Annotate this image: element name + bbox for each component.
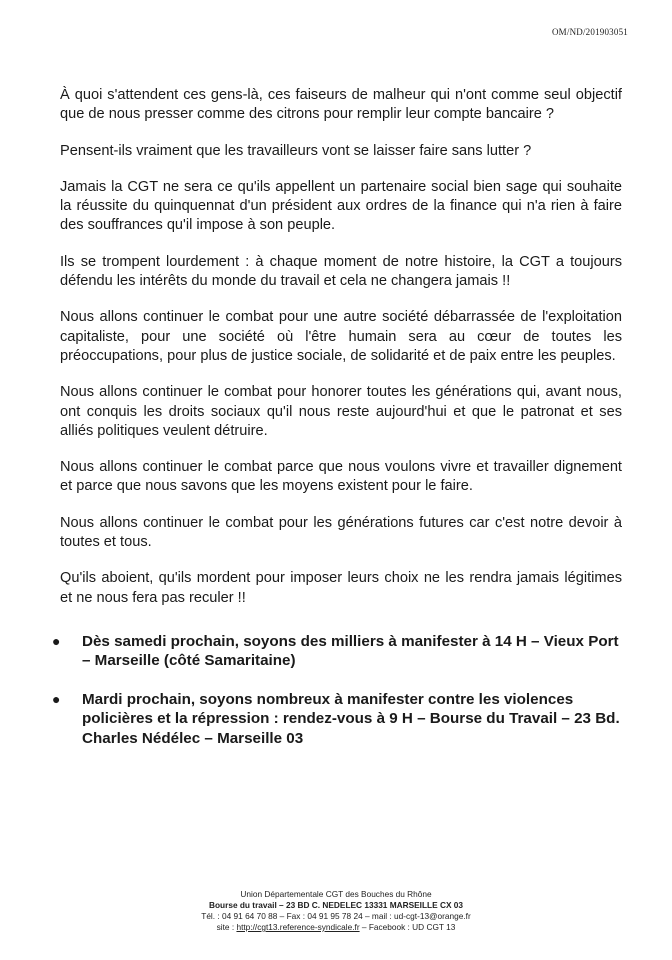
paragraph: Nous allons continuer le combat pour une autre société débarrassée de l'exploitation capitaliste, pour une société où l'être humain sera au cœur de toutes les préoccupations, pour plus de justice sociale, de solidarité et de paix entre les peuples. [60, 309, 622, 364]
footer [0, 889, 672, 933]
bullet-dot-icon: ● [52, 690, 61, 707]
paragraph: Pensent-ils vraiment que les travailleurs vont se laisser faire sans lutter ? [60, 142, 532, 159]
event-item [52, 690, 622, 749]
paragraph: Jamais la CGT ne sera ce qu'ils appellent un partenaire social bien sage qui souhaite la réussite du quinquennat d'un président aux ordres de la finance qui n'a rien à faire des souffrances qu'il impose à son peuple. [60, 178, 622, 234]
paragraph: À quoi s'attendent ces gens-là, ces faiseurs de malheur qui n'ont comme seul objectif que de nous presser comme des citrons pour remplir leur compte bancaire ? [60, 87, 622, 123]
footer-site-link[interactable]: http://cgt13.reference-syndicale.fr [236, 922, 360, 932]
footer-address: Bourse du travail – 23 BD C. NEDELEC 13331 MARSEILLE CX 03 [208, 900, 464, 910]
paragraph: Nous allons continuer le combat pour les générations futures car c'est notre devoir à toutes et tous. [60, 514, 622, 551]
event-item [52, 632, 622, 671]
event-list [52, 632, 622, 749]
paragraph: Nous allons continuer le combat parce que nous voulons vivre et travailler dignement et parce que nous savons que les moyens existent pour le faire. [60, 459, 622, 495]
event-text: Mardi prochain, soyons nombreux à manifester contre les violences policières et la répression : rendez-vous à 9 H – Bourse du Travail – 23 Bd. Charles Nédélec – Marseille 03 [82, 690, 620, 747]
footer-site-line [0, 922, 672, 933]
letter-body [52, 86, 622, 767]
footer-contact: Tél. : 04 91 64 70 88 – Fax : 04 91 95 78 24 – mail : ud-cgt-13@orange.fr [201, 911, 471, 921]
footer-site-suffix: – Facebook : UD CGT 13 [359, 922, 456, 932]
paragraph: Ils se trompent lourdement : à chaque moment de notre histoire, la CGT a toujours défendu les intérêts du monde du travail et cela ne changera jamais !! [60, 253, 622, 290]
paragraph: Qu'ils aboient, qu'ils mordent pour imposer leurs choix ne les rendra jamais légitimes et ne nous fera pas reculer !! [60, 570, 622, 606]
footer-site-prefix: site : [216, 922, 237, 932]
document-reference: OM/ND/201903051 [551, 27, 628, 37]
footer-organization: Union Départementale CGT des Bouches du Rhône [240, 889, 432, 899]
paragraph: Nous allons continuer le combat pour honorer toutes les générations qui, avant nous, ont conquis les droits sociaux qu'il nous reste aujourd'hui et que le patronat et ses alliés politiques veulent détruire. [60, 384, 622, 439]
bullet-dot-icon: ● [52, 632, 61, 649]
event-text: Dès samedi prochain, soyons des milliers à manifester à 14 H – Vieux Port – Marseille (côté Samaritaine) [82, 632, 619, 670]
